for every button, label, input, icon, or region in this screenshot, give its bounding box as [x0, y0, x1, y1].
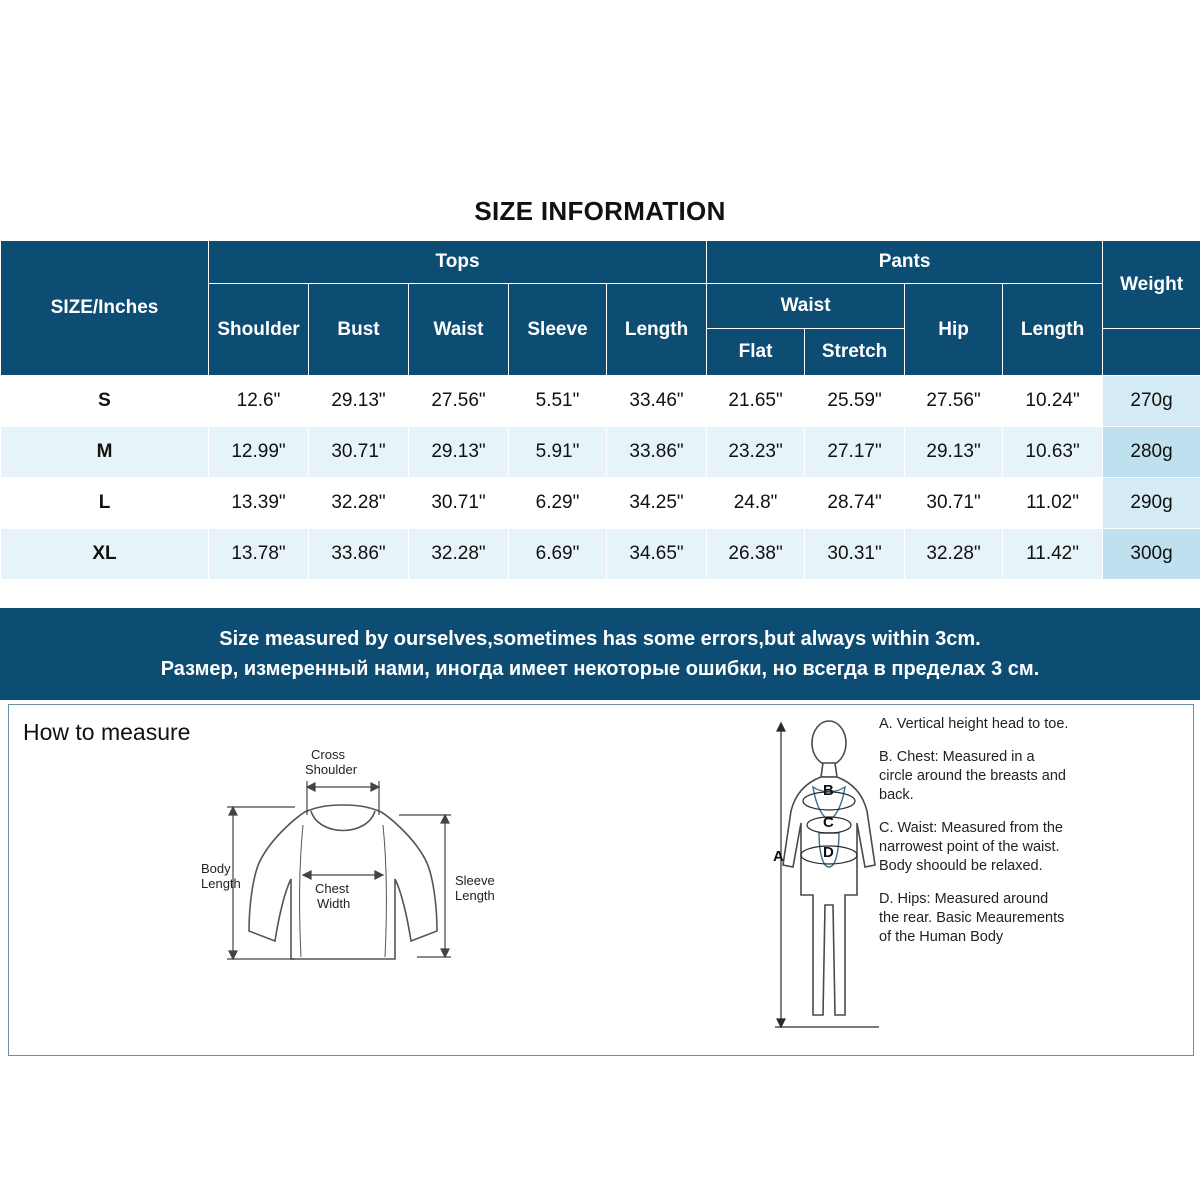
- legend-item-c: C. Waist: Measured from the narrowest point of the waist. Body shoould be relaxed.: [879, 820, 1063, 874]
- body-marker-b: B: [823, 782, 834, 799]
- cell-weight: 290g: [1103, 478, 1200, 529]
- cell-sleeve: 5.51": [509, 376, 607, 427]
- legend-item-a: A. Vertical height head to toe.: [879, 716, 1069, 732]
- header-pants-hip: Hip: [905, 284, 1003, 376]
- body-marker-a: A: [773, 848, 784, 865]
- cell-hip: 32.28": [905, 529, 1003, 580]
- cell-bust: 32.28": [309, 478, 409, 529]
- how-to-measure-panel: [8, 704, 1194, 1056]
- legend-item-b: B. Chest: Measured in a circle around the breasts and back.: [879, 749, 1066, 803]
- body-diagram: [769, 715, 889, 1050]
- table-row: [1, 427, 1200, 478]
- cell-top-waist: 32.28": [409, 529, 509, 580]
- cell-shoulder: 12.6": [209, 376, 309, 427]
- row-size-label: S: [1, 376, 209, 427]
- cell-shoulder: 13.39": [209, 478, 309, 529]
- cell-hip: 30.71": [905, 478, 1003, 529]
- cell-waist-flat: 24.8": [707, 478, 805, 529]
- cell-bust: 33.86": [309, 529, 409, 580]
- body-marker-d: D: [823, 844, 834, 861]
- cell-waist-flat: 23.23": [707, 427, 805, 478]
- header-weight: Weight: [1103, 241, 1200, 329]
- label-body-length-line1: Body: [201, 861, 231, 876]
- cell-bust: 29.13": [309, 376, 409, 427]
- cell-shoulder: 13.78": [209, 529, 309, 580]
- header-group-tops: Tops: [209, 241, 707, 284]
- label-chest-width-line2: Width: [317, 896, 351, 911]
- cell-waist-stretch: 28.74": [805, 478, 905, 529]
- cell-bust: 30.71": [309, 427, 409, 478]
- label-body-length-line2: Length: [201, 876, 241, 891]
- cell-pants-length: 11.02": [1003, 478, 1103, 529]
- cell-sleeve: 6.69": [509, 529, 607, 580]
- cell-waist-flat: 21.65": [707, 376, 805, 427]
- cell-top-length: 34.65": [607, 529, 707, 580]
- how-to-measure-heading: How to measure: [23, 719, 191, 745]
- cell-weight: 280g: [1103, 427, 1200, 478]
- header-weight-spacer: [1103, 329, 1200, 376]
- cell-sleeve: 5.91": [509, 427, 607, 478]
- cell-pants-length: 11.42": [1003, 529, 1103, 580]
- cell-top-length: 33.86": [607, 427, 707, 478]
- label-chest-width-line1: Chest: [315, 881, 349, 896]
- row-size-label: M: [1, 427, 209, 478]
- disclaimer-russian: Размер, измеренный нами, иногда имеет некоторые ошибки, но всегда в пределах 3 см.: [160, 658, 1040, 680]
- cell-waist-flat: 26.38": [707, 529, 805, 580]
- header-tops-sleeve: Sleeve: [509, 284, 607, 376]
- cell-waist-stretch: 30.31": [805, 529, 905, 580]
- header-pants-length: Length: [1003, 284, 1103, 376]
- header-size-inches: SIZE/Inches: [1, 241, 209, 376]
- header-tops-shoulder: Shoulder: [209, 284, 309, 376]
- cell-weight: 300g: [1103, 529, 1200, 580]
- cell-weight: 270g: [1103, 376, 1200, 427]
- cell-waist-stretch: 25.59": [805, 376, 905, 427]
- cell-top-length: 34.25": [607, 478, 707, 529]
- garment-diagram: [199, 745, 539, 1000]
- label-cross-shoulder-line1: Cross: [311, 747, 345, 762]
- cell-top-waist: 27.56": [409, 376, 509, 427]
- header-tops-length: Length: [607, 284, 707, 376]
- cell-pants-length: 10.24": [1003, 376, 1103, 427]
- table-row: [1, 376, 1200, 427]
- header-tops-waist: Waist: [409, 284, 509, 376]
- measurement-legend: [879, 715, 1069, 961]
- table-header-row-1: [1, 241, 1200, 284]
- disclaimer-english: Size measured by ourselves,sometimes has some errors,but always within 3cm.: [219, 628, 981, 650]
- cell-top-length: 33.46": [607, 376, 707, 427]
- row-size-label: L: [1, 478, 209, 529]
- cell-hip: 29.13": [905, 427, 1003, 478]
- label-sleeve-length-line1: Sleeve: [455, 873, 495, 888]
- table-row: [1, 478, 1200, 529]
- cell-waist-stretch: 27.17": [805, 427, 905, 478]
- measurement-disclaimer: [0, 608, 1200, 700]
- cell-shoulder: 12.99": [209, 427, 309, 478]
- legend-item-d: D. Hips: Measured around the rear. Basic Meaurements of the Human Body: [879, 891, 1065, 945]
- cell-hip: 27.56": [905, 376, 1003, 427]
- page-title: SIZE INFORMATION: [474, 196, 726, 226]
- header-pants-waist-flat: Flat: [707, 329, 805, 376]
- table-row: [1, 529, 1200, 580]
- cell-pants-length: 10.63": [1003, 427, 1103, 478]
- label-sleeve-length-line2: Length: [455, 888, 495, 903]
- body-marker-c: C: [823, 814, 834, 831]
- label-cross-shoulder-line2: Shoulder: [305, 762, 358, 777]
- cell-top-waist: 30.71": [409, 478, 509, 529]
- row-size-label: XL: [1, 529, 209, 580]
- header-group-pants: Pants: [707, 241, 1103, 284]
- header-pants-waist-stretch: Stretch: [805, 329, 905, 376]
- cell-top-waist: 29.13": [409, 427, 509, 478]
- size-information-table: [0, 240, 1200, 580]
- cell-sleeve: 6.29": [509, 478, 607, 529]
- header-pants-waist: Waist: [707, 284, 905, 329]
- header-tops-bust: Bust: [309, 284, 409, 376]
